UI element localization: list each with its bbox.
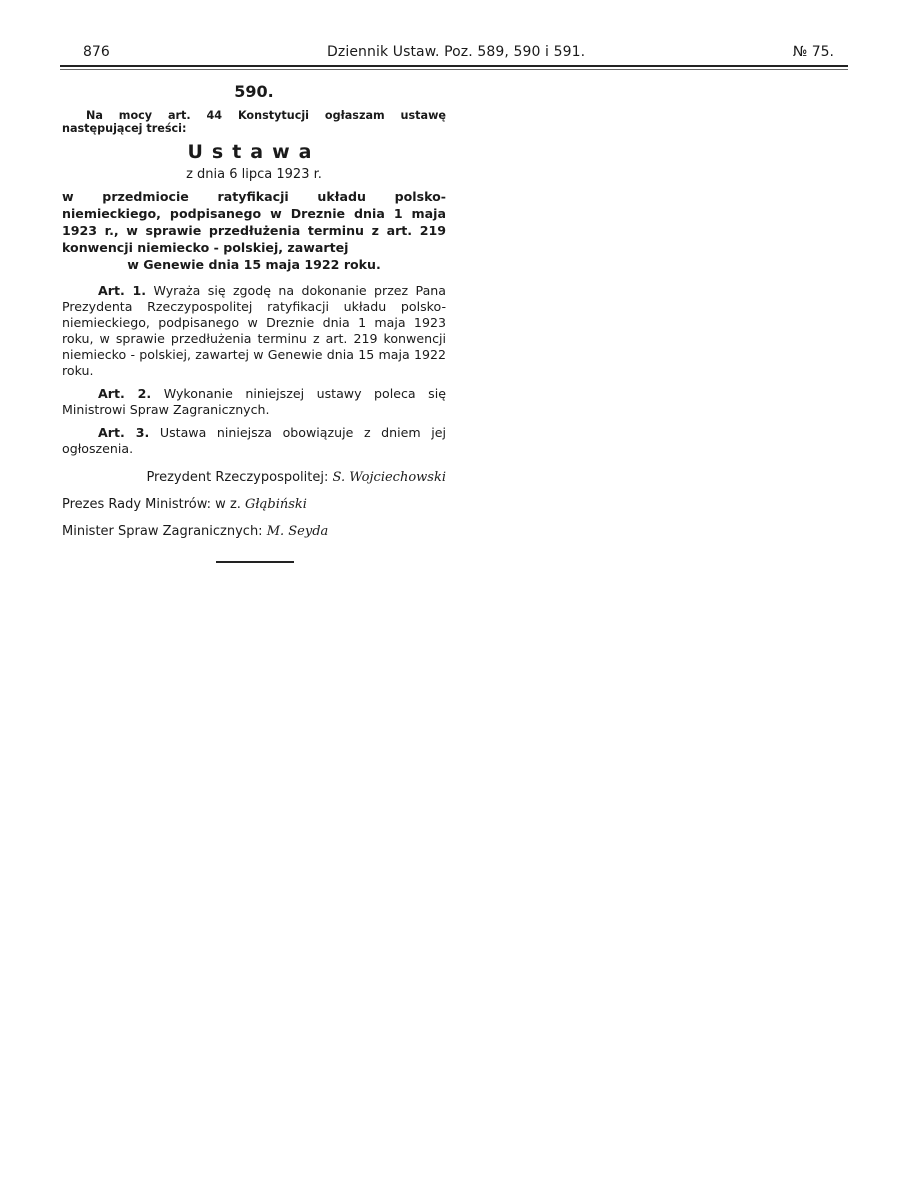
article-label: Art. 2. — [98, 386, 152, 401]
document-column — [62, 82, 446, 540]
item-number: 590. — [234, 82, 274, 101]
signature-president — [62, 469, 446, 486]
article-3 — [62, 425, 446, 457]
intro-text: Na mocy art. 44 Konstytucji ogłaszam ustawę następującej treści: — [62, 109, 446, 135]
act-subject — [62, 188, 446, 273]
signature-name: Głąbiński — [245, 497, 307, 512]
act-title: Ustawa — [187, 141, 321, 163]
journal-title: Dziennik Ustaw. Poz. 589, 590 i 591. — [327, 44, 586, 60]
page-header — [60, 40, 848, 64]
article-label: Art. 3. — [98, 425, 150, 440]
article-text: Wykonanie niniejszej ustawy poleca się Ministrowi Spraw Zagranicznych. — [62, 386, 446, 417]
act-date: z dnia 6 lipca 1923 r. — [186, 167, 322, 182]
signature-role: Minister Spraw Zagranicznych: — [62, 524, 263, 539]
article-2 — [62, 386, 446, 418]
article-1 — [62, 283, 446, 379]
signature-prime-minister — [62, 496, 446, 513]
article-text: Wyraża się zgodę na dokonanie przez Pana Prezydenta Rzeczypospolitej ratyfikacji układu polsko-niemieckiego, podpisanego w Dreznie dnia 1 maja 1923 roku, w sprawie przedłużenia terminu z art. 219 konwencji niemiecko - polskiej, zawartej w Genewie dnia 15 maja 1922 roku. — [62, 283, 446, 378]
end-rule — [216, 561, 294, 563]
signature-name: S. Wojciechowski — [332, 470, 446, 485]
header-rule-thin — [60, 69, 848, 70]
article-text: Ustawa niniejsza obowiązuje z dniem jej ogłoszenia. — [62, 425, 446, 456]
signature-role: Prezydent Rzeczypospolitej: — [146, 470, 329, 485]
article-label: Art. 1. — [98, 283, 147, 298]
signature-role: Prezes Rady Ministrów: w z. — [62, 497, 241, 512]
issue-number: № 75. — [792, 44, 834, 60]
act-subject-last: w Genewie dnia 15 maja 1922 roku. — [127, 257, 381, 272]
signature-foreign-minister — [62, 523, 446, 540]
header-rule — [60, 65, 848, 67]
act-subject-main: w przedmiocie ratyfikacji układu polsko-niemieckiego, podpisanego w Dreznie dnia 1 maja 1923 r., w sprawie przedłużenia terminu z art. 219 konwencji niemiecko - polskiej, zawartej — [62, 189, 446, 255]
signature-name: M. Seyda — [266, 524, 329, 539]
page-number: 876 — [83, 44, 110, 60]
